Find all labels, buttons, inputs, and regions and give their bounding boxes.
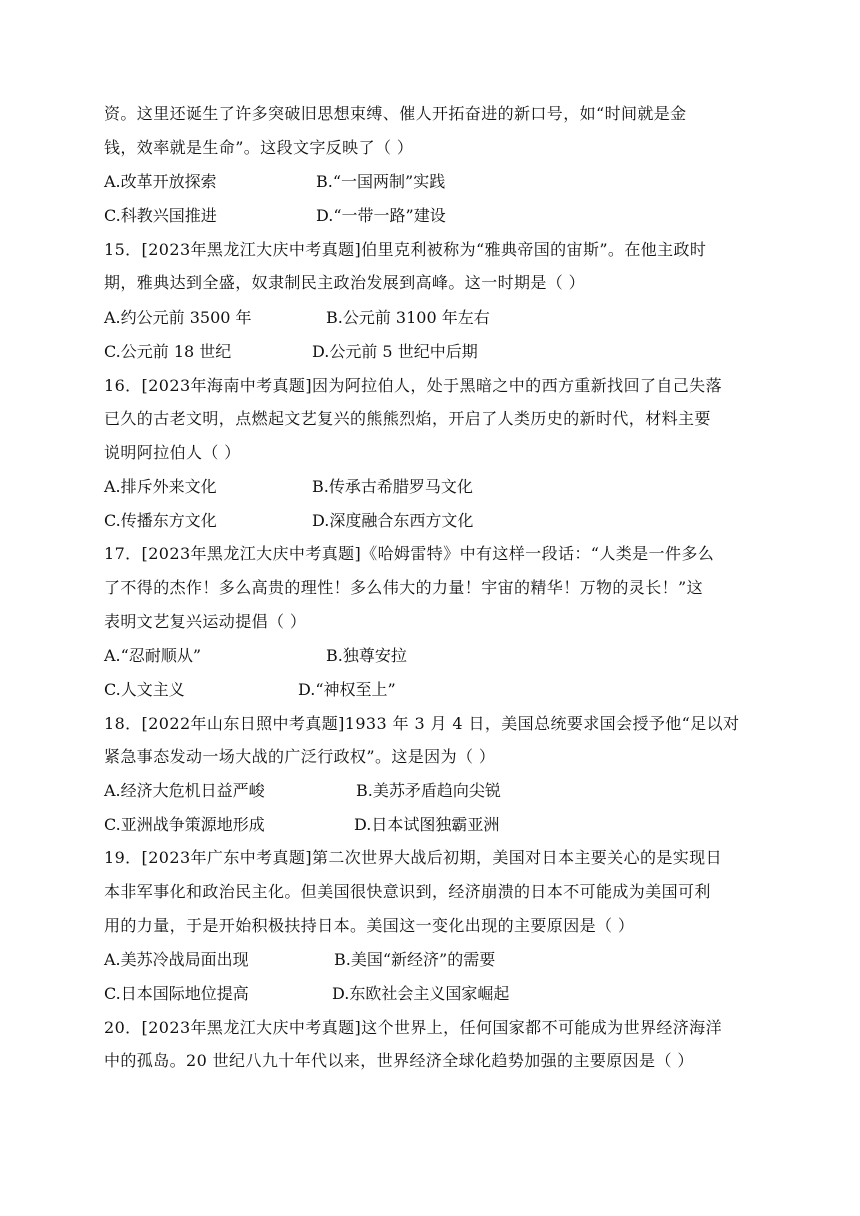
q16-line-3: 说明阿拉伯人（ ）	[104, 443, 241, 462]
q19-option-d: D.东欧社会主义国家崛起	[332, 984, 510, 1003]
q16-option-b: B.传承古希腊罗马文化	[312, 477, 473, 496]
q18-line-1: 18．[2022年山东日照中考真题]1933 年 3 月 4 日，美国总统要求国会授予他“足以对	[104, 714, 740, 733]
q17-line-2: 了不得的杰作！多么高贵的理性！多么伟大的力量！宇宙的精华！万物的灵长！”这	[104, 578, 703, 597]
q19-option-c: C.日本国际地位提高	[104, 984, 249, 1003]
q14-line-1: 资。这里还诞生了许多突破旧思想束缚、催人开拓奋进的新口号，如“时间就是金	[104, 104, 687, 123]
q16-line-2: 已久的古老文明，点燃起文艺复兴的熊熊烈焰，开启了人类历史的新时代，材料主要	[104, 409, 711, 428]
q19-line-1: 19．[2023年广东中考真题]第二次世界大战后初期，美国对日本主要关心的是实现日	[104, 848, 722, 867]
q17-option-d: D.“神权至上”	[298, 680, 396, 699]
q19-line-2: 本非军事化和政治民主化。但美国很快意识到，经济崩溃的日本不可能成为美国可利	[104, 882, 711, 901]
q15-option-c: C.公元前 18 世纪	[104, 342, 232, 361]
q15-line-2: 期，雅典达到全盛，奴隶制民主政治发展到高峰。这一时期是（ ）	[104, 273, 586, 292]
q17-line-1: 17．[2023年黑龙江大庆中考真题]《哈姆雷特》中有这样一段话：“人类是一件多么	[104, 544, 715, 563]
q18-option-d: D.日本试图独霸亚洲	[354, 815, 500, 834]
q19-option-b: B.美国“新经济”的需要	[334, 950, 496, 969]
q17-option-b: B.独尊安拉	[326, 646, 407, 665]
q20-line-1: 20．[2023年黑龙江大庆中考真题]这个世界上，任何国家都不可能成为世界经济海洋	[104, 1018, 722, 1037]
q14-line-2: 钱，效率就是生命”。这段文字反映了（ ）	[104, 138, 414, 157]
q16-line-1: 16．[2023年海南中考真题]因为阿拉伯人，处于黑暗之中的西方重新找回了自己失落	[104, 376, 722, 395]
q20-line-2: 中的孤岛。20 世纪八九十年代以来，世界经济全球化趋势加强的主要原因是（ ）	[104, 1051, 694, 1070]
q14-option-d: D.“一带一路”建设	[316, 206, 446, 225]
q17-option-c: C.人文主义	[104, 680, 185, 699]
q14-option-c: C.科教兴国推进	[104, 206, 217, 225]
q15-line-1: 15．[2023年黑龙江大庆中考真题]伯里克利被称为“雅典帝国的宙斯”。在他主政时	[104, 240, 707, 259]
q16-option-a: A.排斥外来文化	[104, 477, 217, 496]
q17-line-3: 表明文艺复兴运动提倡（ ）	[104, 612, 307, 631]
q15-option-a: A.约公元前 3500 年	[104, 308, 252, 327]
q19-line-3: 用的力量，于是开始积极扶持日本。美国这一变化出现的主要原因是（ ）	[104, 916, 635, 935]
q15-option-d: D.公元前 5 世纪中后期	[312, 342, 478, 361]
q19-option-a: A.美苏冷战局面出现	[104, 950, 249, 969]
q14-option-b: B.“一国两制”实践	[316, 172, 446, 191]
q18-line-2: 紧急事态发动一场大战的广泛行政权”。这是因为（ ）	[104, 747, 496, 766]
q18-option-a: A.经济大危机日益严峻	[104, 781, 265, 800]
q15-option-b: B.公元前 3100 年左右	[326, 308, 490, 327]
q16-option-c: C.传播东方文化	[104, 511, 217, 530]
q18-option-b: B.美苏矛盾趋向尖锐	[356, 781, 501, 800]
q18-option-c: C.亚洲战争策源地形成	[104, 815, 265, 834]
q16-option-d: D.深度融合东西方文化	[312, 511, 474, 530]
q14-option-a: A.改革开放探索	[104, 172, 217, 191]
q17-option-a: A.“忍耐顺从”	[104, 646, 202, 665]
